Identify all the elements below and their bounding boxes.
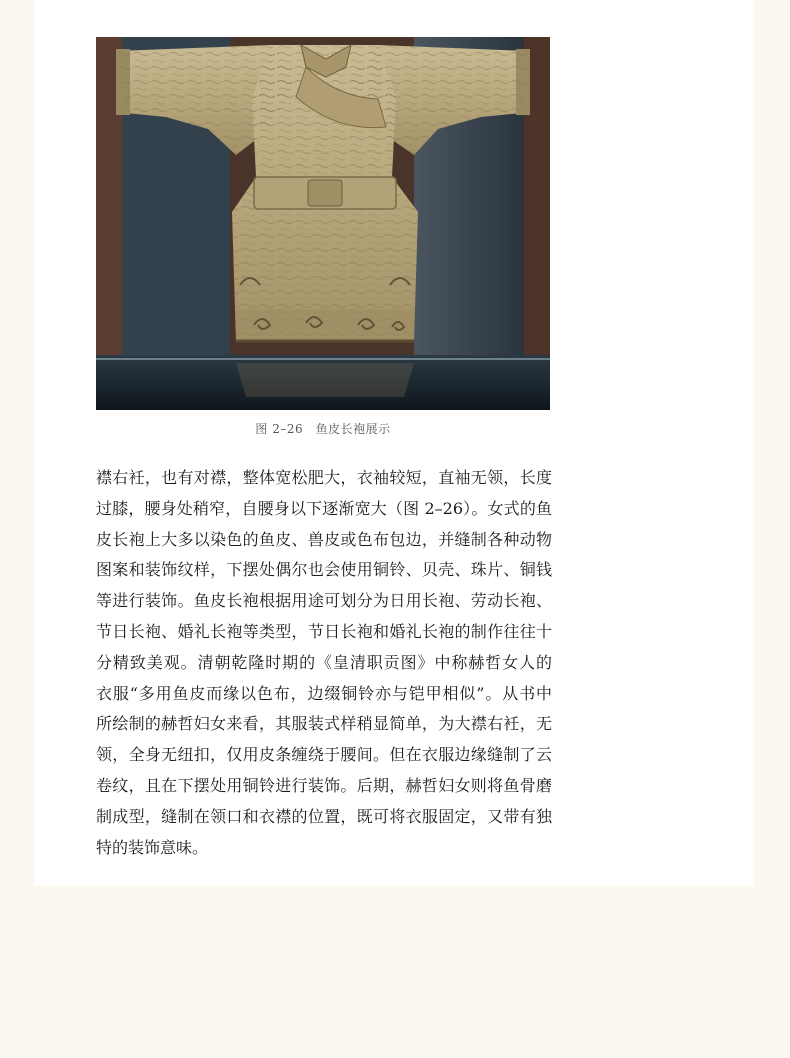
document-page (35, 0, 753, 886)
text-line: 特的装饰意味。 (96, 837, 209, 857)
text-line: 节日长袍、婚礼长袍等类型，节日长袍和婚礼长袍的制作往往十 (96, 621, 552, 641)
text-line: 襟右衽，也有对襟，整体宽松肥大，衣袖较短，直袖无领，长度 (96, 468, 552, 487)
text-line: 所绘制的赫哲妇女来看，其服装式样稍显简单，为大襟右衽，无 (96, 714, 552, 734)
text-line: 等进行装饰。鱼皮长袍根据用途可划分为日用长袍、劳动长袍、 (96, 591, 552, 611)
text-line: 制成型，缝制在领口和衣襟的位置，既可将衣服固定，又带有独 (96, 806, 552, 826)
text-line: 皮长袍上大多以染色的鱼皮、兽皮或色布包边，并缝制各种动物 (96, 529, 552, 549)
fish-skin-robe-photo (96, 37, 550, 410)
text-line: 领，全身无纽扣，仅用皮条缠绕于腰间。但在衣服边缘缝制了云 (96, 745, 552, 765)
text-line: 卷纹，且在下摆处用铜铃进行装饰。后期，赫哲妇女则将鱼骨磨 (96, 775, 552, 795)
text-line: 过膝，腰身处稍窄，自腰身以下逐渐宽大（图 2–26）。女式的鱼 (96, 498, 552, 518)
body-paragraph (96, 463, 552, 863)
text-line: 分精致美观。清朝乾隆时期的《皇清职贡图》中称赫哲女人的 (96, 652, 552, 672)
figure-caption: 图 2–26 鱼皮长袍展示 (255, 422, 391, 436)
text-line: 衣服“多用鱼皮而缘以色布，边缀铜铃亦与铠甲相似”。从书中 (96, 683, 552, 703)
text-line: 图案和装饰纹样，下摆处偶尔也会使用铜铃、贝壳、珠片、铜钱 (96, 560, 552, 580)
